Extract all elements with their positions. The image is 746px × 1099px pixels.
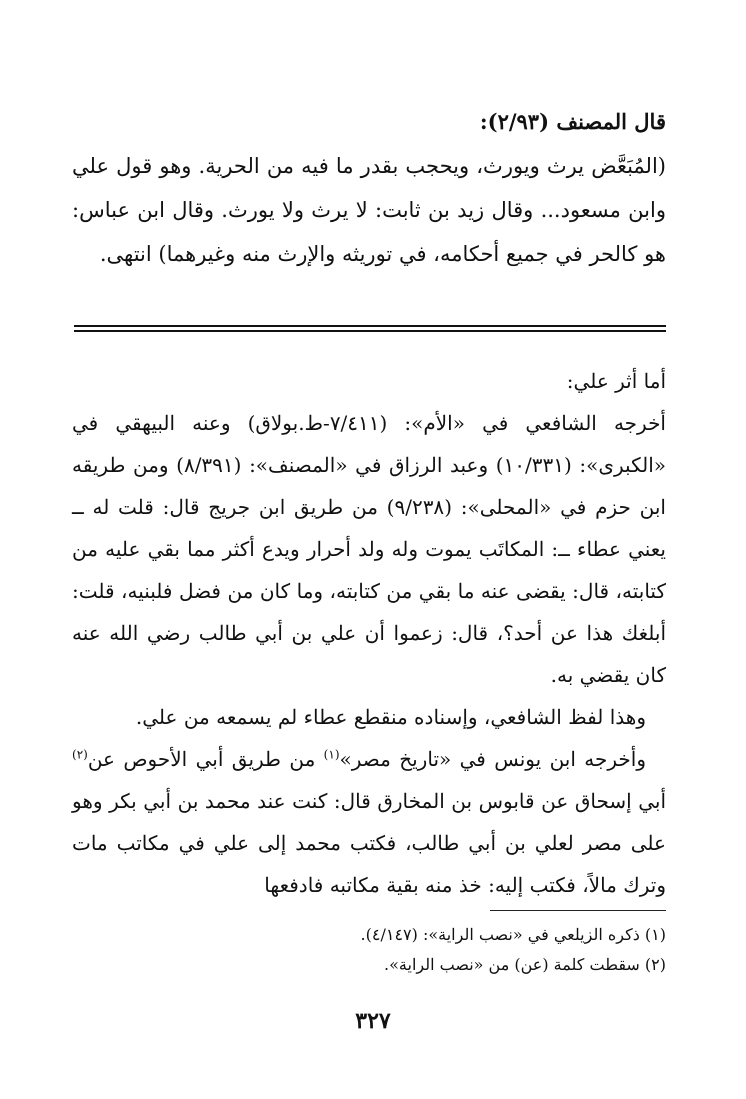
section-title: أما أثر علي: <box>566 369 666 393</box>
commentary-body <box>72 360 666 906</box>
author-quote <box>72 100 666 276</box>
footnote-1: (١) ذكره الزيلعي في «نصب الراية»: (٤/١٤٧). <box>360 925 666 944</box>
divider-line-top <box>74 325 666 327</box>
footnote-ref-1[interactable]: (١) <box>323 747 340 762</box>
paragraph-2: وهذا لفظ الشافعي، وإسناده منقطع عطاء لم يسمعه من علي. <box>135 705 646 729</box>
paragraph-3-part-3: أبي إسحاق عن قابوس بن المخارق قال: كنت عند محمد بن أبي بكر وهو على مصر لعلي بن أبي طالب، فكتب محمد إلى علي في مكاتب مات وترك مالاً، فكتب إليه: خذ منه بقية مكاتبه فادفعها <box>72 789 666 897</box>
paragraph-3-part-1: وأخرجه ابن يونس في «تاريخ مصر» <box>339 747 647 771</box>
footnote-ref-2[interactable]: (٢) <box>72 747 88 762</box>
section-divider <box>74 325 666 334</box>
paragraph-1: أخرجه الشافعي في «الأم»: (٧/٤١١-ط.بولاق) وعنه البيهقي في «الكبرى»: (١٠/٣٣١) وعبد الرزاق في «المصنف»: (٨/٣٩١) ومن طريقه ابن حزم في «المحلى»: (٩/٢٣٨) من طريق ابن جريج قال: قلت له ــ يعني عطاء ــ: المكاتَب يموت وله ولد أحرار ويدع أكثر مما بقي عليه من كتابته، قال: يقضى عنه ما بقي من كتابته، وما كان من فضل فلبنيه، قلت: أبلغك هذا عن أحد؟، قال: زعموا أن علي بن أبي طالب رضي الله عنه كان يقضي به. <box>72 411 666 687</box>
page-number: ٣٢٧ <box>355 1008 391 1034</box>
divider-line-bottom <box>74 330 666 332</box>
footnote-separator <box>490 910 666 911</box>
quote-heading: قال المصنف (٢/٩٣): <box>479 109 666 134</box>
paragraph-3-part-2: من طريق أبي الأحوص عن <box>87 747 324 771</box>
paragraph-3 <box>72 738 666 906</box>
quote-text: (المُبَعَّض يرث ويورث، ويحجب بقدر ما فيه من الحرية. وهو قول علي وابن مسعود... وقال زيد بن ثابت: لا يرث ولا يورث. وقال ابن عباس: هو كالحر في جميع أحكامه، في توريثه والإرث منه وغيرهما) انتهى. <box>72 154 666 266</box>
footnote-2: (٢) سقطت كلمة (عن) من «نصب الراية». <box>384 955 666 974</box>
footnotes <box>72 920 666 980</box>
